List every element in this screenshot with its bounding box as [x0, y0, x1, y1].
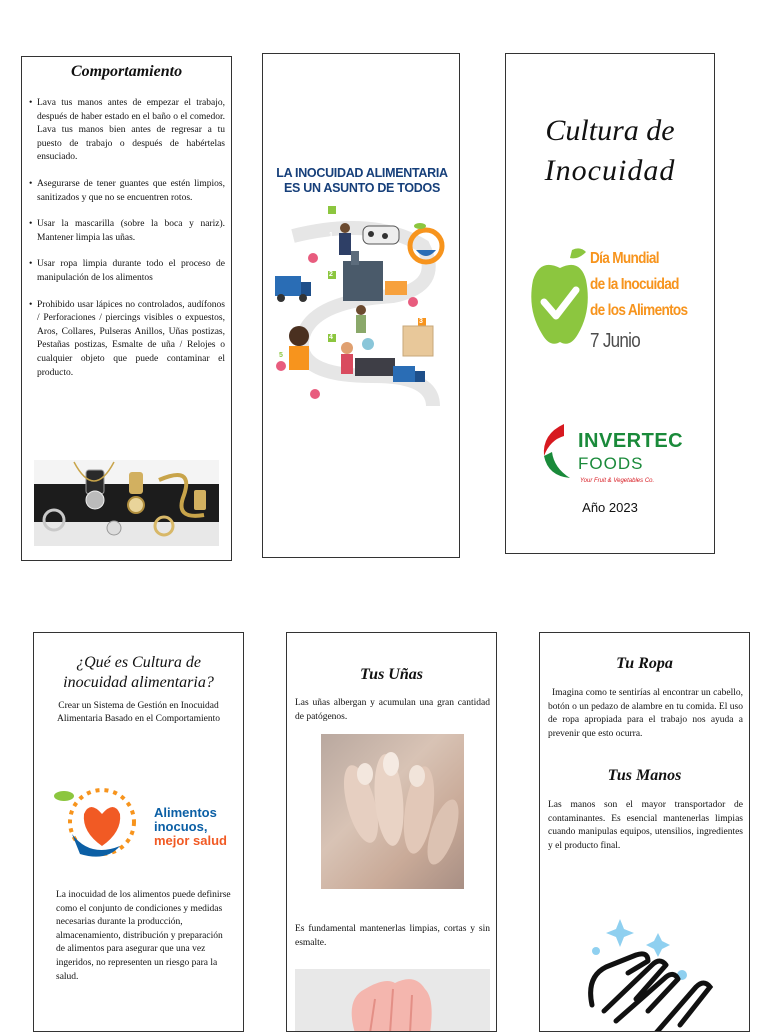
day-date: 7 Junio	[590, 330, 641, 352]
poster-image	[273, 166, 451, 418]
unas-text-2: Es fundamental mantenerlas limpias, cortas y sin esmalte.	[295, 924, 490, 948]
unas-title: Tus Uñas	[360, 666, 423, 683]
poster-illustration	[273, 206, 451, 418]
poster-step-3: 3	[419, 318, 423, 325]
invertec-foods-logo	[540, 422, 700, 490]
heart-hands-icon	[50, 784, 140, 864]
day-line-3: de los Alimentos	[590, 302, 688, 319]
panel-unas	[286, 632, 497, 1032]
comportamiento-list	[29, 97, 225, 393]
invertec-leaf-icon	[540, 422, 574, 480]
apple-check-icon	[530, 246, 590, 366]
world-food-safety-day-logo	[530, 246, 700, 366]
poster-step-1: 1	[329, 232, 333, 239]
que-es-title-1: ¿Qué es Cultura de	[76, 654, 201, 671]
logo-line-1: Alimentos	[154, 805, 217, 820]
unas-text-1: Las uñas albergan y acumulan una gran cantidad de patógenos.	[295, 698, 490, 722]
que-es-title-2: inocuidad alimentaria?	[63, 674, 214, 691]
panel-cover	[505, 53, 715, 554]
poster-step-5: 5	[279, 352, 283, 359]
panel-que-es	[33, 632, 244, 1032]
que-es-body: La inocuidad de los alimentos puede definirse como el conjunto de condiciones y medidas necesarias durante la producción, almacenamiento, distribución y preparación de alimentos para asegurar que una vez ingeridos, no representen un riesgo para la salud.	[56, 890, 231, 982]
day-line-1: Día Mundial	[590, 250, 659, 267]
manos-text: Las manos son el mayor transportador de contaminantes. Es esencial mantenerlas limpias cuando manipulas equipos, utensilios, ingredientes y el producto final.	[548, 800, 743, 851]
logo-line-3: mejor salud	[154, 833, 227, 848]
hand-illustration	[295, 969, 490, 1032]
ropa-title: Tu Ropa	[616, 655, 673, 672]
cover-title-2: Inocuidad	[544, 154, 676, 187]
handwash-icon-box	[556, 915, 736, 1032]
bullet-item: • Asegurarse de tener guantes que estén limpios, sanitizados y que no se encuentren rotos.	[29, 178, 225, 205]
panel-ropa-manos	[539, 632, 750, 1032]
brand-name-2: FOODS	[578, 454, 644, 473]
brand-name: INVERTEC	[578, 430, 684, 452]
manos-title: Tus Manos	[607, 767, 682, 784]
panel-poster	[262, 53, 460, 558]
cover-year: Año 2023	[582, 500, 638, 515]
poster-step-4: 4	[329, 334, 333, 341]
cover-title-1: Cultura de	[545, 114, 675, 147]
logo-line-2: inocuos,	[154, 819, 208, 834]
bullet-item: • Lava tus manos antes de empezar el trabajo, después de haber estado en el baño o el comedor. Lava tus manos bien antes de regresar a tu puesto de trabajo o después de habértelas ensuciado.	[29, 97, 225, 165]
poster-headline-2: ES UN ASUNTO DE TODOS	[284, 181, 440, 195]
poster-headline-1: LA INOCUIDAD ALIMENTARIA	[276, 166, 448, 180]
bullet-item: • Prohibido usar lápices no controlados, audífonos / Perforaciones / piercings visibles o expuestos, Aros, Collares, Pulseras Anillos, Uñas postizas, Pestañas postizas, Esmalte de uña / Relojes o cualquier objeto que puede contaminar el producto.	[29, 299, 225, 381]
alimentos-inocuos-logo	[50, 784, 240, 864]
que-es-subtitle: Crear un Sistema de Gestión en Inocuidad Alimentaria Basado en el Comportamiento	[56, 701, 221, 724]
comportamiento-title: Comportamiento	[70, 63, 183, 80]
bullet-item: • Usar la mascarilla (sobre la boca y nariz). Mantener limpia las uñas.	[29, 218, 225, 245]
hand-washing-icon	[556, 915, 736, 1032]
hand-photo	[295, 969, 490, 1032]
poster-step-2: 2	[329, 271, 333, 278]
fingers-illustration	[321, 734, 464, 889]
nails-photo	[321, 734, 464, 889]
panel-comportamiento	[21, 56, 232, 561]
bullet-item: • Usar ropa limpia durante todo el proceso de manipulación de los alimentos	[29, 258, 225, 285]
ropa-text: Imagina como te sentirías al encontrar un cabello, botón o un pedazo de alambre en tu comida. El uso de ropa apropiada para el trabajo nos ayuda a prevenir que esto ocurra.	[548, 688, 743, 739]
day-line-2: de la Inocuidad	[590, 276, 679, 293]
jewelry-illustration	[34, 460, 219, 546]
jewelry-photo	[34, 460, 219, 546]
brand-tagline: Your Fruit & Vegetables Co.	[580, 478, 655, 484]
